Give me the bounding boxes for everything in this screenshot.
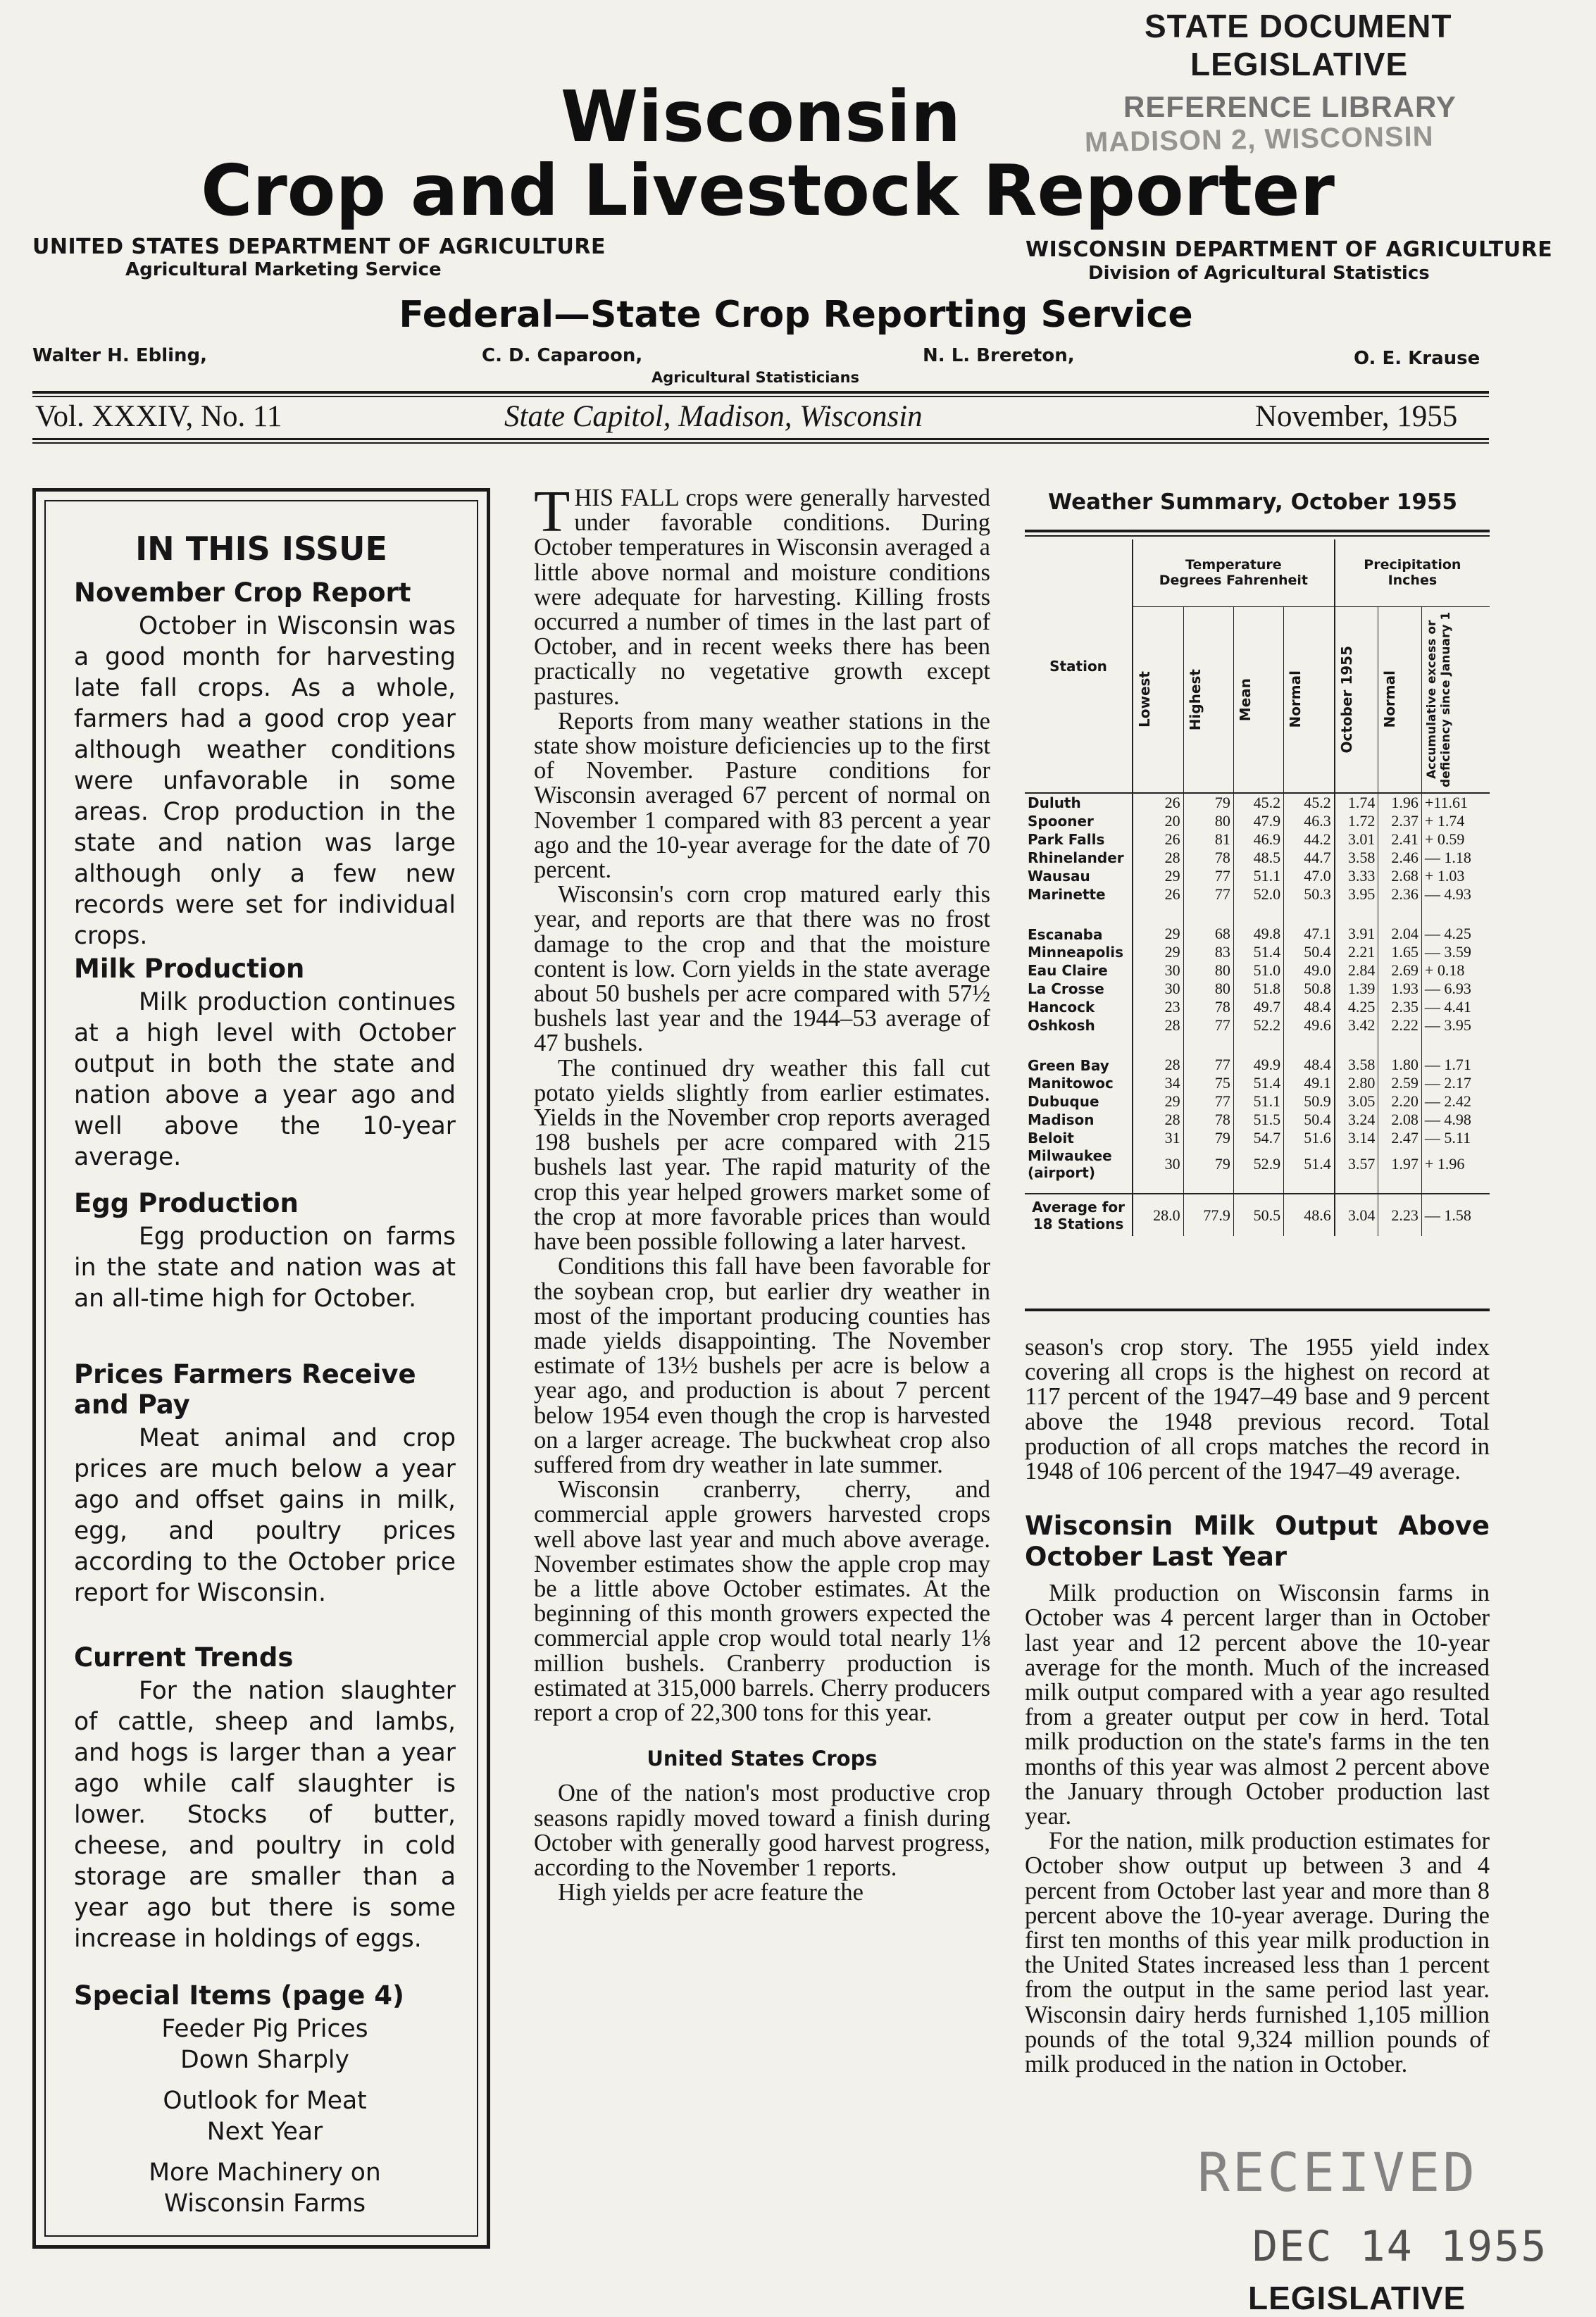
article-paragraph: The continued dry weather this fall cut potato yields slightly from earlier estimates. Yields in the November crop reports averaged 198 bushels per acre compared with 215 bushels last year. The rapid maturity of the crop this year helped growers market some of the crop at more favorable prices than would have been possible following a later harvest. [534,1054,990,1256]
weather-cell: 52.9 [1233,1147,1283,1181]
weather-cell: — 3.59 [1424,943,1471,961]
station-name: Park Falls [1025,830,1133,849]
weather-cell: 29 [1133,943,1183,961]
weather-cell: — 4.41 [1424,998,1471,1016]
average-cell: 77.9 [1183,1194,1233,1236]
weather-cell: 45.2 [1233,793,1283,812]
weather-cell: 1.65 [1378,943,1422,961]
weather-cell: 49.8 [1233,904,1283,943]
weather-cell: 47.1 [1284,904,1335,943]
col-header: Highest [1183,606,1233,793]
weather-cell: 47.0 [1284,867,1335,885]
weather-cell: 51.1 [1233,1092,1283,1111]
weather-cell: 20 [1133,812,1183,830]
in-this-issue-title: IN THIS ISSUE [135,530,387,568]
section-heading: Egg Production [74,1188,299,1218]
dropcap: T [534,479,571,544]
weather-row [1025,1111,1490,1129]
issue-section [74,1359,456,1609]
usda-agency: UNITED STATES DEPARTMENT OF AGRICULTURE [32,235,606,259]
weather-cell: 52.0 [1233,885,1283,904]
weather-cell: 28 [1133,849,1183,867]
weather-cell: 83 [1183,943,1233,961]
stamp-legislative-bottom: LEGISLATIVE [1248,2280,1466,2316]
average-cell: 28.0 [1133,1194,1183,1236]
weather-cell: 50.8 [1284,980,1335,998]
weather-cell: 28 [1133,1016,1183,1035]
weather-cell: 49.0 [1284,961,1335,980]
publication-location: State Capitol, Madison, Wisconsin [504,400,923,433]
weather-row [1025,1074,1490,1092]
wda-subagency: Division of Agricultural Statistics [1088,263,1430,284]
masthead-rule-top-2 [32,396,1489,397]
col-header: Accumulative excess or deficiency since January 1 [1421,606,1490,793]
masthead-rule-bottom-2 [32,442,1489,444]
weather-cell: 31 [1133,1129,1183,1147]
stamp-madison: MADISON 2, WISCONSIN [1084,120,1434,158]
station-name: Wausau [1025,867,1133,885]
weather-rule-top [1025,530,1490,532]
weather-cell: 54.7 [1233,1129,1283,1147]
station-name: Minneapolis [1025,943,1133,961]
weather-cell: 75 [1183,1074,1233,1092]
weather-cell: 81 [1183,830,1233,849]
weather-cell: 77 [1183,885,1233,904]
average-cell: 50.5 [1233,1194,1283,1236]
us-crops-heading: United States Crops [647,1747,878,1771]
article-paragraph: Reports from many weather stations in the state show moisture deficiencies up to the first of November. Pasture conditions for Wisconsin averaged 67 percent of normal on November 1 compared with 83 percent a year ago and the 10-year average for the date of 70 percent. [534,707,990,884]
weather-cell: 29 [1133,867,1183,885]
weather-cell: 1.80 [1378,1035,1422,1074]
weather-cell: 3.95 [1335,885,1378,904]
weather-cell: 51.0 [1233,961,1283,980]
weather-cell: 51.4 [1284,1147,1335,1181]
weather-cell: 3.14 [1335,1129,1378,1147]
special-item: Feeder Pig Prices Down Sharply [161,2015,368,2074]
issue-section [74,577,456,951]
weather-cell: 51.4 [1233,1074,1283,1092]
weather-cell: 2.04 [1378,904,1422,943]
weather-cell: — 6.93 [1424,980,1471,997]
weather-cell: 2.41 [1378,830,1422,849]
weather-cell: 49.9 [1233,1035,1283,1074]
weather-cell: 29 [1133,1092,1183,1111]
station-name: Green Bay [1025,1035,1133,1074]
weather-table [1025,539,1490,1236]
article-paragraph: Conditions this fall have been favorable for the soybean crop, but earlier dry weather in most of the important producing counties has made yields disappointing. The November estimate of 13½ bushels per acre is below a year ago, and production is about 7 percent below 1954 even though the crop is harvested on a larger acreage. The buckwheat crop also suffered from dry weather in late summer. [534,1253,990,1478]
weather-spacer-cell [1183,1181,1233,1194]
staff-name: Walter H. Ebling, [32,345,208,366]
weather-row [1025,867,1490,885]
weather-cell: 26 [1133,793,1183,812]
weather-row [1025,885,1490,904]
article-paragraph: For the nation, milk production estimates for October show output up between 3 and 4 percent from October last year and more than 8 percent above the 10-year average. During the first ten months of this year milk production in the United States increased less than 1 percent from the output in the same period last year. Wisconsin dairy herds furnished 1,105 million pounds of the total 9,324 million pounds of milk produced in the nation in October. [1025,1828,1490,2078]
volume-number: Vol. XXXIV, No. 11 [35,400,282,433]
weather-cell: 3.01 [1335,830,1378,849]
weather-row [1025,1016,1490,1035]
weather-cell: 28 [1133,1111,1183,1129]
weather-cell: 3.57 [1335,1147,1378,1181]
weather-cell: 3.91 [1335,904,1378,943]
weather-cell: — 4.25 [1424,925,1471,942]
weather-cell: 44.2 [1284,830,1335,849]
weather-spacer-cell [1025,1181,1133,1194]
weather-cell: 48.5 [1233,849,1283,867]
weather-cell: 77 [1183,867,1233,885]
weather-cell: — 2.17 [1424,1074,1471,1092]
weather-average-row [1025,1194,1490,1236]
weather-cell: 78 [1183,998,1233,1016]
weather-cell: 50.4 [1284,1111,1335,1129]
weather-cell: +11.61 [1424,794,1469,811]
weather-cell: 29 [1133,904,1183,943]
article-column-middle [534,479,990,1906]
weather-cell: 52.2 [1233,1016,1283,1035]
weather-cell: 2.68 [1378,867,1422,885]
weather-table-wrap [1025,539,1490,1236]
weather-row [1025,943,1490,961]
weather-row [1025,998,1490,1016]
milk-output-heading: Wisconsin Milk Output Above October Last Year [1025,1511,1490,1573]
weather-row [1025,812,1490,830]
weather-cell: — 4.98 [1424,1111,1471,1128]
weather-cell: 3.33 [1335,867,1378,885]
masthead-title-line1: Wisconsin [560,75,961,158]
weather-cell: 79 [1183,1147,1233,1181]
weather-row [1025,904,1490,943]
article-paragraph: Milk production on Wisconsin farms in October was 4 percent larger than in October last year and 12 percent above the 10-year average for the month. Much of the increased milk output compared with a year ago resulted from a greater output per cow in herd. Total milk production on the state's farms in the ten months of this year was almost 2 percent above the January through October production last year. [1025,1580,1490,1830]
weather-cell: 51.1 [1233,867,1283,885]
station-name: Dubuque [1025,1092,1133,1111]
weather-cell: — 4.93 [1424,885,1471,903]
issue-section [74,1642,456,1954]
weather-cell: 26 [1133,830,1183,849]
weather-summary-title: Weather Summary, October 1955 [1048,489,1458,515]
average-cell: 48.6 [1284,1194,1335,1236]
weather-cell: 28 [1133,1035,1183,1074]
weather-spacer-cell [1133,1181,1183,1194]
weather-cell: 3.58 [1335,849,1378,867]
col-header: October 1955 [1335,606,1378,793]
weather-cell: 2.35 [1378,998,1422,1016]
weather-cell: 3.24 [1335,1111,1378,1129]
weather-spacer-cell [1378,1181,1422,1194]
station-name: Duluth [1025,793,1133,812]
weather-row [1025,961,1490,980]
average-cell: — 1.58 [1421,1194,1490,1236]
weather-cell: 3.58 [1335,1035,1378,1074]
issue-date: November, 1955 [1255,400,1458,433]
issue-section [74,1188,456,1314]
weather-cell: 2.37 [1378,812,1422,830]
weather-cell: 1.97 [1378,1147,1422,1181]
weather-cell: 1.96 [1378,793,1422,812]
staff-name: O. E. Krause [1354,348,1480,369]
col-header: Normal [1378,606,1422,793]
weather-cell: 79 [1183,1129,1233,1147]
weather-cell: 2.84 [1335,961,1378,980]
weather-cell: + 0.18 [1424,961,1465,979]
staff-title: Agricultural Statisticians [652,369,860,386]
average-cell: 3.04 [1335,1194,1378,1236]
col-header: Normal [1284,606,1335,793]
weather-cell: 1.74 [1335,793,1378,812]
weather-cell: 80 [1183,961,1233,980]
weather-spacer-cell [1233,1181,1283,1194]
special-items-heading: Special Items (page 4) [74,1980,404,2011]
issue-section [74,954,456,1173]
stamp-reference-library: REFERENCE LIBRARY [1123,90,1457,123]
weather-cell: 51.5 [1233,1111,1283,1129]
weather-cell: 78 [1183,849,1233,867]
special-items [74,1980,456,2219]
weather-cell: 44.7 [1284,849,1335,867]
wda-agency: WISCONSIN DEPARTMENT OF AGRICULTURE [1025,237,1553,262]
weather-cell: 50.3 [1284,885,1335,904]
weather-cell: 1.93 [1378,980,1422,998]
weather-cell: 77 [1183,1092,1233,1111]
article-paragraph: season's crop story. The 1955 yield index covering all crops is the highest on record at 117 percent of the 1947–49 base and 9 percent above the 1948 previous record. Total production of all crops matches the record in 1948 of 106 percent of the 1947–49 average. [1025,1334,1490,1485]
weather-cell: 80 [1183,812,1233,830]
section-text: Milk production continues at a high level with October output in both the state and nation above a year ago and well above the 10-year average. [74,988,456,1171]
weather-cell: 2.20 [1378,1092,1422,1111]
weather-cell: 50.9 [1284,1092,1335,1111]
weather-cell: 34 [1133,1074,1183,1092]
average-cell: 2.23 [1378,1194,1422,1236]
weather-cell: 26 [1133,885,1183,904]
stamp-received: RECEIVED [1197,2141,1478,2204]
weather-cell: 1.72 [1335,812,1378,830]
weather-cell: 49.6 [1284,1016,1335,1035]
station-name: Madison [1025,1111,1133,1129]
weather-row [1025,830,1490,849]
article-paragraph: THIS FALL crops were generally harvested under favorable conditions. During October temperatures in Wisconsin averaged a little above normal and moisture conditions were adequate for harvesting. Killing frosts occurred a number of times in the last part of October, and in recent weeks there has been practically no vegetative growth except pastures. [534,479,990,710]
weather-rule-top-2 [1025,535,1490,537]
weather-cell: 3.42 [1335,1016,1378,1035]
station-name: La Crosse [1025,980,1133,998]
weather-cell: 79 [1183,793,1233,812]
weather-cell: 30 [1133,980,1183,998]
section-text: For the nation slaughter of cattle, sheep and lambs, and hogs is larger than a year ago while calf slaughter is lower. Stocks of butter, cheese, and poultry in cold storage are smaller than a year ago but there is some increase in holdings of eggs. [74,1677,456,1953]
section-heading: Prices Farmers Receive and Pay [74,1359,416,1420]
weather-cell: 51.8 [1233,980,1283,998]
weather-cell: 46.9 [1233,830,1283,849]
col-group-temperature: Temperature Degrees Fahrenheit [1133,539,1335,606]
weather-cell: — 3.95 [1424,1016,1471,1034]
section-heading: Milk Production [74,954,305,984]
weather-cell: 23 [1133,998,1183,1016]
col-header: Lowest [1133,606,1183,793]
weather-spacer-row [1025,1181,1490,1194]
weather-cell: 45.2 [1284,793,1335,812]
weather-cell: 51.4 [1233,943,1283,961]
weather-row [1025,1092,1490,1111]
weather-cell: 80 [1183,980,1233,998]
weather-cell: + 1.74 [1424,812,1465,830]
weather-row [1025,1129,1490,1147]
stamp-legislative: LEGISLATIVE [1190,46,1409,82]
station-name: Hancock [1025,998,1133,1016]
section-text: Meat animal and crop prices are much below a year ago and offset gains in milk, egg, and poultry prices according to the October price report for Wisconsin. [74,1424,456,1607]
weather-cell: 4.25 [1335,998,1378,1016]
weather-cell: 2.22 [1378,1016,1422,1035]
service-title: Federal—State Crop Reporting Service [399,294,1193,336]
weather-cell: 46.3 [1284,812,1335,830]
weather-cell: — 5.11 [1424,1129,1471,1147]
station-name: Rhinelander [1025,849,1133,867]
weather-cell: 77 [1183,1035,1233,1074]
weather-rule-bottom [1025,1309,1490,1311]
weather-cell: 2.47 [1378,1129,1422,1147]
weather-cell: 2.69 [1378,961,1422,980]
weather-cell: — 1.18 [1424,849,1471,866]
average-label: Average for 18 Stations [1025,1194,1133,1236]
special-item: Outlook for Meat Next Year [163,2087,367,2146]
staff-name: C. D. Caparoon, [482,345,643,366]
in-this-issue-box [32,488,490,2249]
weather-cell: 47.9 [1233,812,1283,830]
weather-cell: 2.59 [1378,1074,1422,1092]
station-name: Eau Claire [1025,961,1133,980]
weather-cell: — 1.71 [1424,1056,1471,1073]
article-column-right [1025,1335,1490,2077]
weather-cell: 50.4 [1284,943,1335,961]
station-name: Spooner [1025,812,1133,830]
weather-cell: 48.4 [1284,998,1335,1016]
weather-cell: 49.7 [1233,998,1283,1016]
article-paragraph: High yields per acre feature the [558,1879,864,1906]
weather-cell: 1.39 [1335,980,1378,998]
station-name: Oshkosh [1025,1016,1133,1035]
usda-subagency: Agricultural Marketing Service [125,259,442,280]
section-heading: Current Trends [74,1642,294,1673]
col-group-precipitation: Precipitation Inches [1335,539,1490,606]
weather-cell: + 0.59 [1424,830,1465,848]
weather-cell: 30 [1133,1147,1183,1181]
weather-cell: 49.1 [1284,1074,1335,1092]
station-name: Escanaba [1025,904,1133,943]
masthead-rule-top [32,391,1489,394]
weather-row [1025,793,1490,812]
weather-cell: 68 [1183,904,1233,943]
weather-cell: 2.08 [1378,1111,1422,1129]
weather-row [1025,1035,1490,1074]
weather-cell: 2.36 [1378,885,1422,904]
col-header-station: Station [1025,539,1133,793]
weather-cell: + 1.03 [1424,867,1465,885]
weather-cell: 77 [1183,1016,1233,1035]
section-heading: November Crop Report [74,577,411,608]
article-paragraph: One of the nation's most productive crop seasons rapidly moved toward a finish during October with generally good harvest progress, according to the November 1 reports. [534,1780,990,1881]
section-text: October in Wisconsin was a good month for harvesting late fall crops. As a whole, farmers had a good crop year although weather conditions were unfavorable in some areas. Crop production in the state and nation was large although only a few new records were set for individual crops. [74,612,456,950]
weather-cell: + 1.96 [1424,1155,1465,1173]
weather-cell: 30 [1133,961,1183,980]
station-name: Milwaukee (airport) [1025,1147,1133,1181]
weather-cell: 2.46 [1378,849,1422,867]
article-paragraph: Wisconsin cranberry, cherry, and commercial apple growers harvested crops well above last year and much above average. November estimates show the apple crop may be a little above October estimates. At the beginning of this month growers expected the commercial apple crop would total nearly 1⅛ million bushels. Cranberry production is estimated at 315,000 barrels. Cherry producers report a crop of 22,300 tons for this year. [534,1476,990,1726]
weather-cell: 2.21 [1335,943,1378,961]
weather-spacer-cell [1284,1181,1335,1194]
staff-name: N. L. Brereton, [923,345,1075,366]
weather-cell: 48.4 [1284,1035,1335,1074]
masthead-title-line2: Crop and Livestock Reporter [201,149,1335,232]
weather-table-body [1025,793,1490,1236]
stamp-received-date: DEC 14 1955 [1252,2222,1548,2271]
weather-spacer-cell [1421,1181,1490,1194]
col-header: Mean [1233,606,1283,793]
masthead-rule-bottom [32,438,1489,440]
weather-cell: — 2.42 [1424,1092,1471,1110]
article-paragraph: Wisconsin's corn crop matured early this year, and reports are that there was no frost damage to the crop and that the moisture content is low. Corn yields in the state average about 50 bushels per acre compared with 57½ bushels last year and the 1944–53 average of 47 bushels. [534,881,990,1057]
weather-cell: 51.6 [1284,1129,1335,1147]
station-name: Manitowoc [1025,1074,1133,1092]
stamp-state-document: STATE DOCUMENT [1145,8,1452,44]
weather-cell: 3.05 [1335,1092,1378,1111]
station-name: Marinette [1025,885,1133,904]
weather-cell: 78 [1183,1111,1233,1129]
weather-spacer-cell [1335,1181,1378,1194]
weather-row [1025,1147,1490,1181]
weather-cell: 2.80 [1335,1074,1378,1092]
section-text: Egg production on farms in the state and nation was at an all-time high for October. [74,1223,456,1313]
weather-row [1025,849,1490,867]
weather-row [1025,980,1490,998]
station-name: Beloit [1025,1129,1133,1147]
special-item: More Machinery on Wisconsin Farms [149,2159,381,2218]
